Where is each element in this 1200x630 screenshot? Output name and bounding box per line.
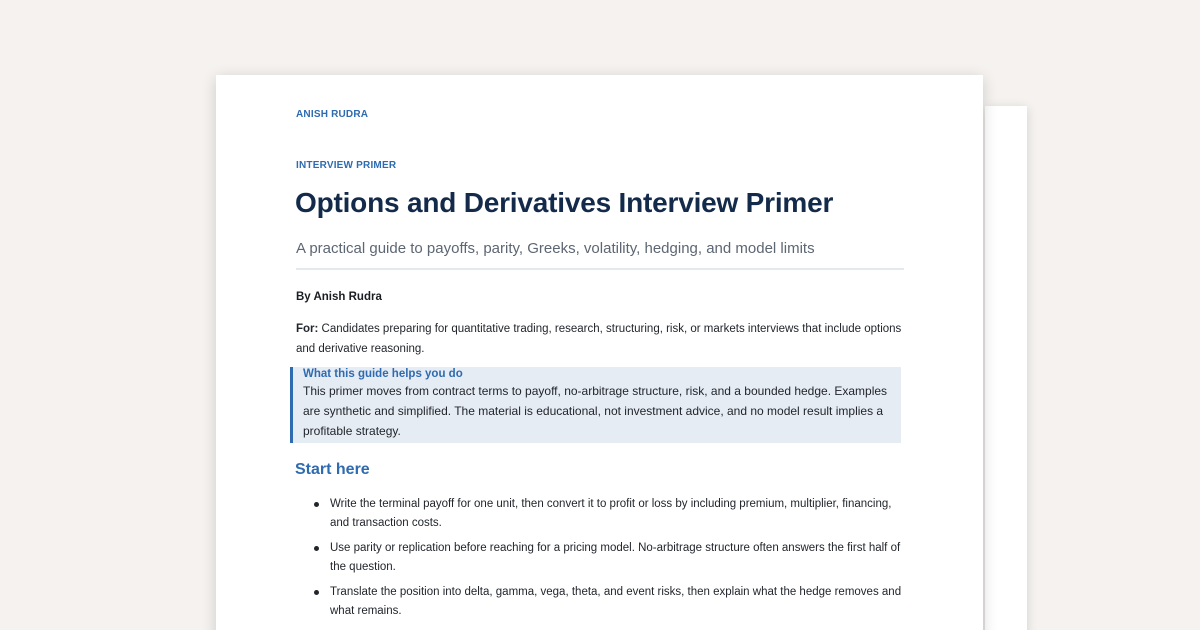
bullet-list (296, 495, 908, 627)
audience-label: For: (296, 323, 319, 335)
callout-title: What this guide helps you do (303, 368, 463, 380)
bullet-dot-icon (314, 546, 319, 551)
callout-body: This primer moves from contract terms to payoff, no-arbitrage structure, risk, and a bounded hedge. Examples are synthetic and simplified. The material is educational, not investment advice, and no model result implies a profitable strategy. (303, 384, 888, 438)
section-heading: Start here (295, 461, 370, 478)
list-item (296, 495, 908, 533)
title-divider (296, 268, 904, 270)
document-title: Options and Derivatives Interview Primer (295, 187, 834, 218)
bullet-dot-icon (314, 590, 319, 595)
eyebrow-label: INTERVIEW PRIMER (296, 160, 397, 171)
bullet-dot-icon (314, 502, 319, 507)
audience-text: Candidates preparing for quantitative trading, research, structuring, risk, or markets interviews that include options and derivative reasoning. (296, 323, 902, 355)
audience-paragraph (296, 320, 908, 359)
list-item (296, 539, 908, 577)
list-item-text: Translate the position into delta, gamma, vega, theta, and event risks, then explain what the hedge removes and what remains. (330, 586, 902, 617)
list-item-text: Use parity or replication before reaching for a pricing model. No-arbitrage structure often answers the first half of the question. (330, 542, 901, 573)
back-page-sheet (985, 106, 1027, 630)
list-item (296, 583, 908, 621)
document-page (216, 75, 983, 630)
byline: By Anish Rudra (296, 291, 382, 303)
list-item-text: Write the terminal payoff for one unit, then convert it to profit or loss by including premium, multiplier, financing, and transaction costs. (330, 498, 892, 529)
callout-box (290, 367, 901, 443)
document-subtitle: A practical guide to payoffs, parity, Greeks, volatility, hedging, and model limits (296, 240, 815, 257)
author-label: ANISH RUDRA (296, 109, 369, 120)
